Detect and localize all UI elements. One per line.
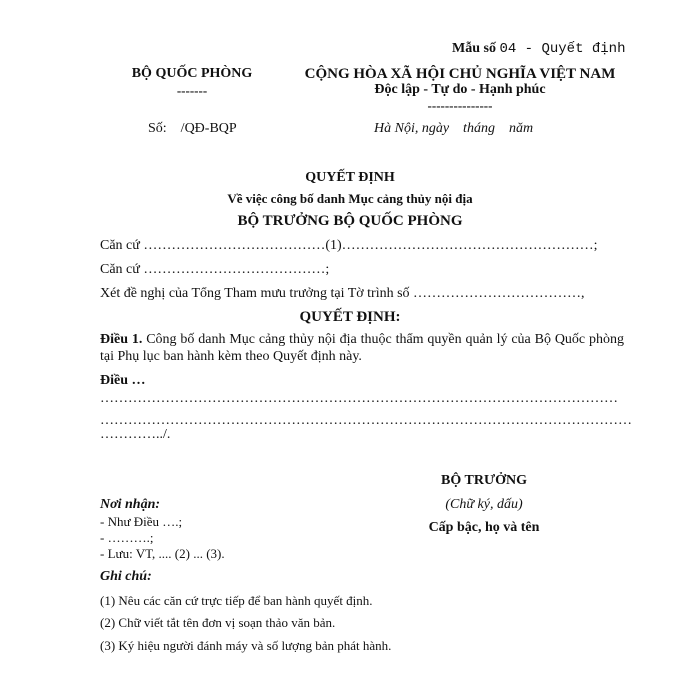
form-number-prefix: Mẫu số xyxy=(452,41,496,56)
article-1-text: Công bố danh Mục cảng thủy nội địa thuộc thẩm quyền quản lý của Bộ Quốc phòng tại Phụ lục ban hành kèm theo Quyết định này. xyxy=(100,332,624,364)
recipient-item-1: - Như Điều ….; xyxy=(100,514,183,529)
note-item-3: (3) Ký hiệu người đánh máy và số lượng bản phát hành. xyxy=(100,638,392,653)
basis-line-3: Xét đề nghị của Tổng Tham mưu trưởng tại Tờ trình số ………………………………, xyxy=(100,286,585,301)
note-item-1: (1) Nêu các căn cứ trực tiếp để ban hành quyết định. xyxy=(100,593,373,608)
article-more-line-3: …………../. xyxy=(100,427,171,442)
motto: Độc lập - Tự do - Hạnh phúc xyxy=(374,82,546,97)
form-number xyxy=(452,41,625,57)
basis-line-2: Căn cứ …………………………………; xyxy=(100,262,330,277)
ministry-rule: ------- xyxy=(176,83,208,98)
article-more-line-1: ………………………………………………………………………………………………… xyxy=(100,391,618,406)
country-name: CỘNG HÒA XÃ HỘI CHỦ NGHĨA VIỆT NAM xyxy=(304,66,616,82)
document-subject: Về việc công bố danh Mục cảng thủy nội địa xyxy=(227,191,473,206)
document-type-title: QUYẾT ĐỊNH xyxy=(305,170,395,185)
signer-name: Cấp bậc, họ và tên xyxy=(428,520,540,535)
decision-heading: QUYẾT ĐỊNH: xyxy=(299,309,401,325)
note-item-2: (2) Chữ viết tắt tên đơn vị soạn thảo văn bản. xyxy=(100,615,336,630)
recipients-heading: Nơi nhận: xyxy=(100,497,161,512)
ministry-name: BỘ QUỐC PHÒNG xyxy=(131,66,253,81)
article-1 xyxy=(100,331,624,365)
article-more-line-2: …………………………………………………………………………………………………… xyxy=(100,413,632,428)
place-date: Hà Nội, ngày tháng năm xyxy=(374,121,534,136)
signer-title: BỘ TRƯỞNG xyxy=(441,473,527,488)
authority-title: BỘ TRƯỞNG BỘ QUỐC PHÒNG xyxy=(237,213,463,229)
document-number: Số: /QĐ-BQP xyxy=(148,121,237,136)
notes-heading: Ghi chú: xyxy=(100,569,152,584)
article-more-label: Điều … xyxy=(100,373,146,388)
article-1-label: Điều 1. xyxy=(100,332,143,347)
signature-note: (Chữ ký, dấu) xyxy=(445,497,523,512)
recipient-item-2: - ……….; xyxy=(100,530,154,545)
form-number-rest: 04 - Quyết định xyxy=(499,41,626,57)
motto-rule: --------------- xyxy=(427,98,493,113)
recipient-item-3: - Lưu: VT, .... (2) ... (3). xyxy=(100,546,225,561)
basis-line-1: Căn cứ …………………………………(1)………………………………………………; xyxy=(100,238,598,253)
